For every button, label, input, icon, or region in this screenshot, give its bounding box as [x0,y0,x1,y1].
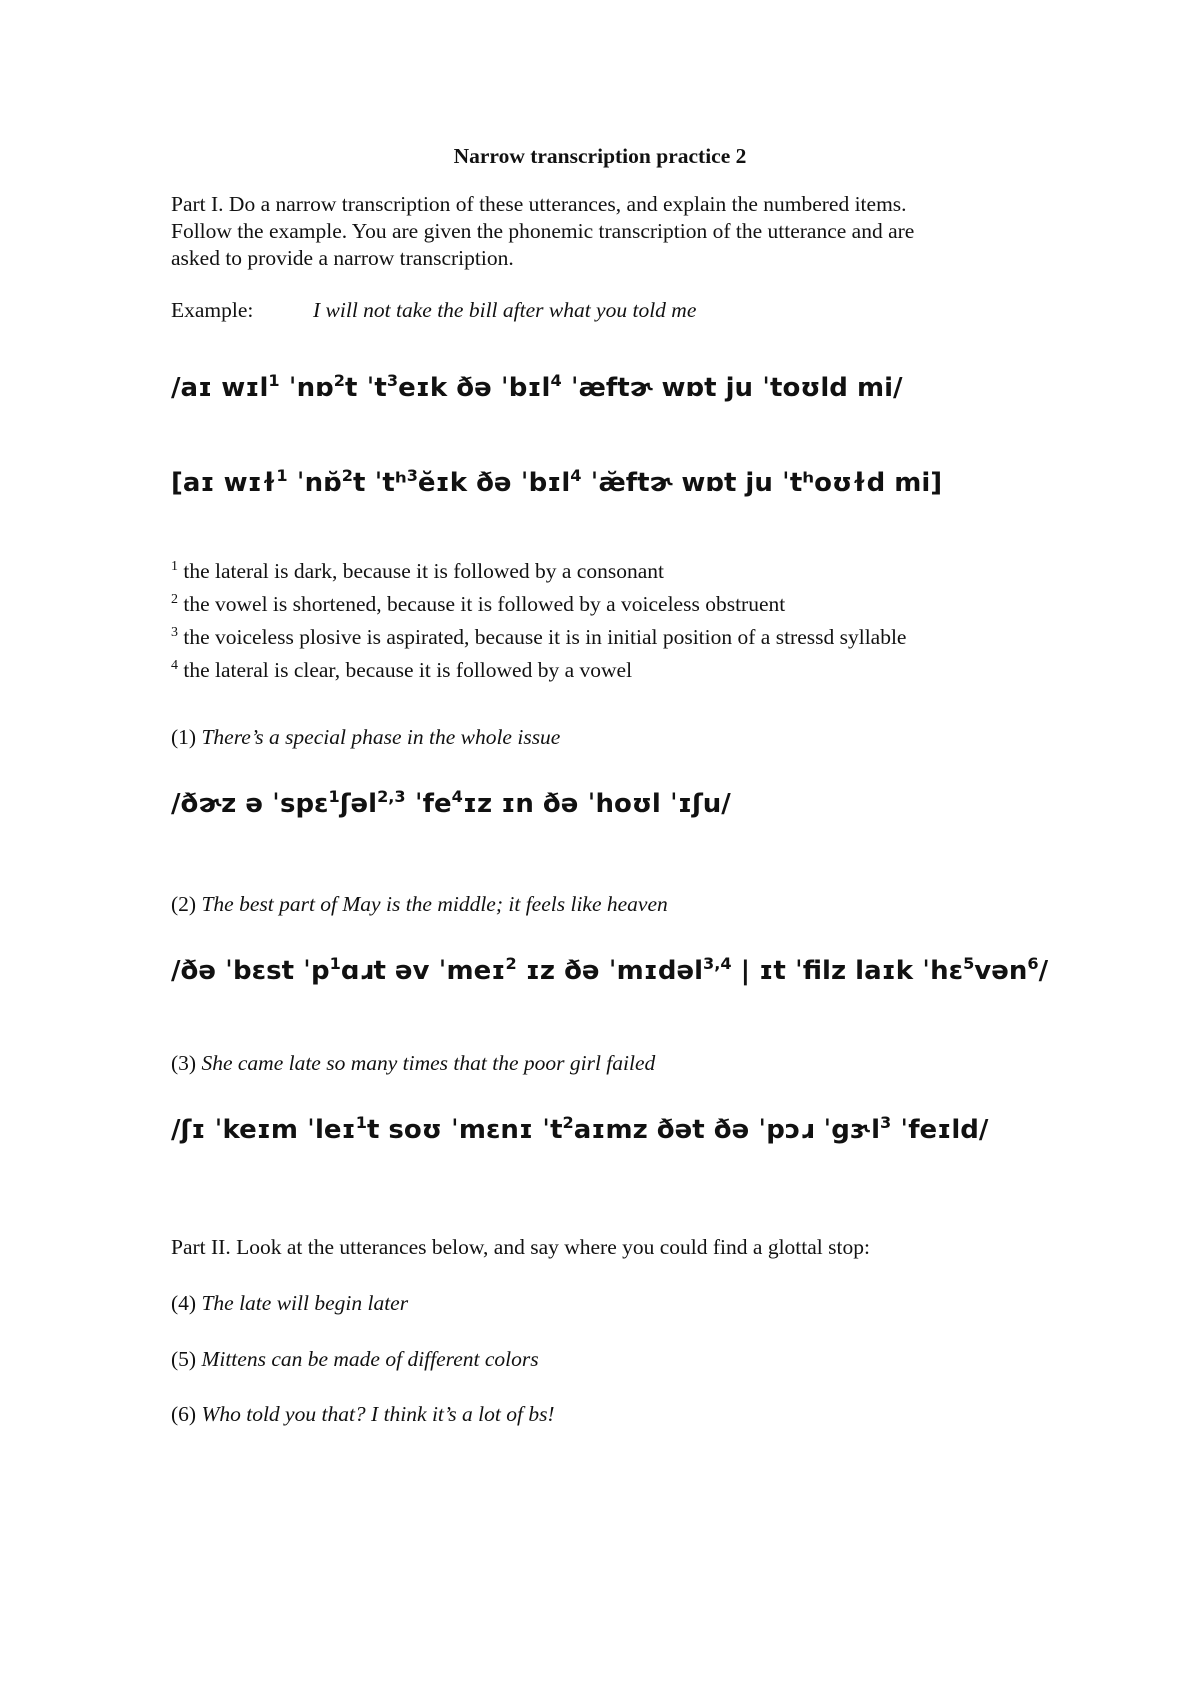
part1-instructions-line-3: asked to provide a narrow transcription. [171,246,514,270]
note-1: $^1$ the lateral is dark, because it is followed by a consonant [171,559,664,583]
example-sentence: I will not take the bill after what you told me [313,298,697,322]
page-title: Narrow transcription practice 2 [453,144,747,168]
note-3: $^3$ the voiceless plosive is aspirated, because it is in initial position of a stressd syllable [171,625,907,649]
example-line [171,297,696,323]
item-1-phonemic: /ðɚz ə ˈspɛ$^1$ʃəl$^{2,3}$ ˈfe$^4$ɪz ɪn ðə ˈhoʊl ˈɪʃu/ [171,787,731,819]
example-label: Example: [171,298,254,322]
item-3-sentence: (3) She came late so many times that the poor girl failed [171,1051,656,1075]
item-6-sentence: (6) Who told you that? I think it’s a lot of bs! [171,1402,555,1426]
example-narrow-transcription: [aɪ wɪɫ$^1$ ˈnɒ̆$^2$t ˈtʰ$^3$ĕɪk ðə ˈbɪl$^4$ ˈæ̆ftɚ wɒt ju ˈtʰoʊɫd mi] [171,466,943,498]
part1-instructions-line-1: Part I. Do a narrow transcription of these utterances, and explain the numbered items. [171,192,907,216]
item-1-sentence: (1) There’s a special phase in the whole issue [171,725,561,749]
item-3-phonemic: /ʃɪ ˈkeɪm ˈleɪ$^1$t soʊ ˈmɛnɪ ˈt$^2$aɪmz ðət ðə ˈpɔɹ ˈgɝl$^3$ ˈfeɪld/ [171,1113,989,1145]
item-5-sentence: (5) Mittens can be made of different colors [171,1347,539,1371]
note-2: $^2$ the vowel is shortened, because it is followed by a voiceless obstruent [171,592,786,616]
item-2-phonemic: /ðə ˈbɛst ˈp$^1$ɑɹt əv ˈmeɪ$^2$ ɪz ðə ˈmɪdəl$^{3,4}$ | ɪt ˈfilz laɪk ˈhɛ$^5$vən$^6$/ [171,954,1049,986]
item-2-sentence: (2) The best part of May is the middle; it feels like heaven [171,892,668,916]
part1-instructions-line-2: Follow the example. You are given the phonemic transcription of the utterance and are [171,219,915,243]
example-phonemic-transcription: /aɪ wɪl$^1$ ˈnɒ$^2$t ˈt$^3$eɪk ðə ˈbɪl$^4$ ˈæftɚ wɒt ju ˈtoʊld mi/ [171,371,903,403]
note-4: $^4$ the lateral is clear, because it is followed by a vowel [171,658,633,682]
part2-instructions: Part II. Look at the utterances below, and say where you could find a glottal stop: [171,1235,870,1259]
item-4-sentence: (4) The late will begin later [171,1291,409,1315]
